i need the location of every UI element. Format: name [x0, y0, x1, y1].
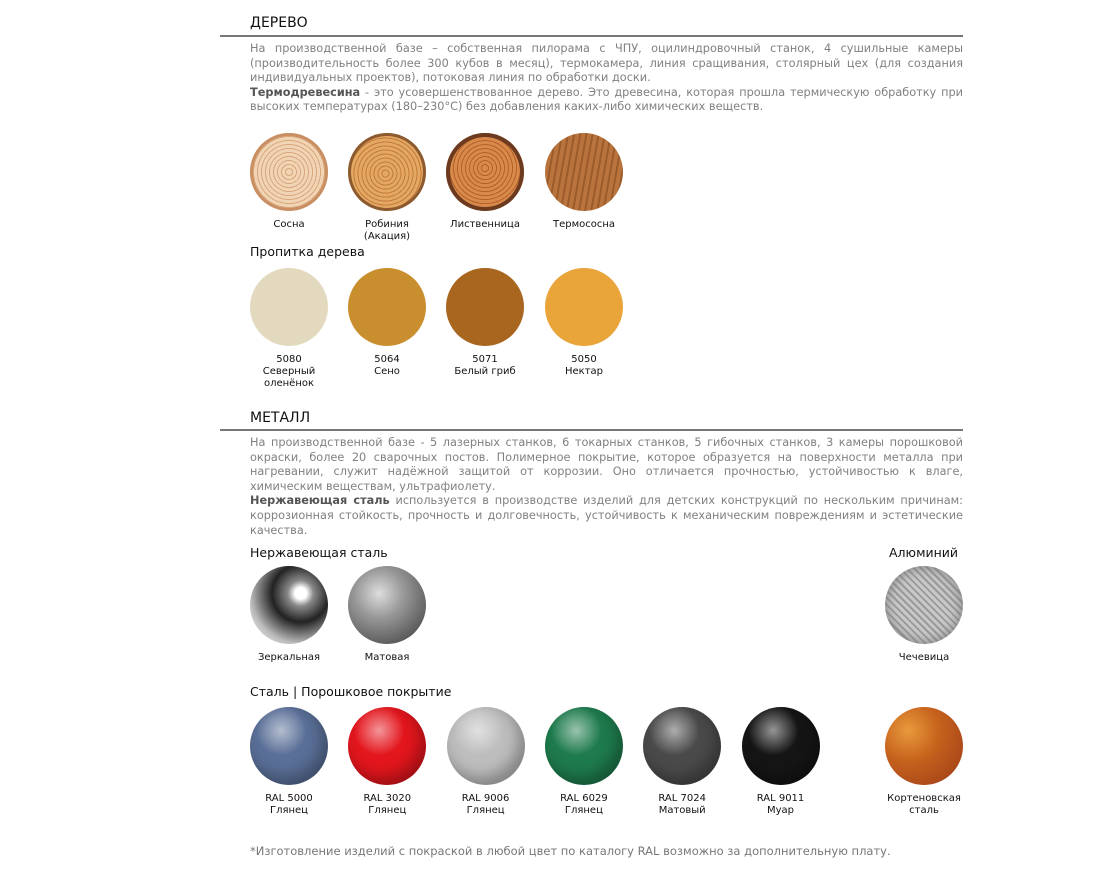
- name: Белый гриб: [454, 366, 516, 377]
- ral-code: RAL 9011: [756, 793, 805, 804]
- ral-code: RAL 5000: [265, 793, 313, 804]
- wood-swatch-thermopine: [545, 133, 623, 231]
- ral-code: RAL 9006: [461, 793, 510, 804]
- color-sphere: [545, 707, 623, 785]
- wood-swatch-pine: [250, 133, 328, 231]
- stainless-title: Нержавеющая сталь: [250, 545, 388, 560]
- robinia-image: [348, 133, 426, 211]
- powder-swatch: [545, 707, 623, 817]
- code: 5064: [374, 354, 400, 365]
- larch-image: [446, 133, 524, 211]
- tread-plate-image: [885, 566, 963, 644]
- name: Северный оленёнок: [262, 366, 316, 389]
- aluminum-title: Алюминий: [889, 545, 959, 560]
- pine-image: [250, 133, 328, 211]
- swatch-label: Кортеновская сталь: [887, 793, 961, 816]
- finish: Матовый: [658, 805, 706, 816]
- thermowood-term: Термодревесина: [250, 85, 361, 99]
- color-circle: [250, 268, 328, 346]
- ral-code: RAL 3020: [363, 793, 412, 804]
- stainless-mirror: [250, 566, 328, 664]
- finish: Глянец: [564, 805, 603, 816]
- wood-swatch-robinia: [348, 133, 426, 243]
- ral-code: RAL 7024: [658, 793, 706, 804]
- divider: [220, 429, 963, 431]
- impregnation-swatch: [250, 268, 328, 390]
- color-sphere: [348, 707, 426, 785]
- corten-image: [885, 707, 963, 785]
- ral-code: RAL 6029: [560, 793, 608, 804]
- color-sphere: [742, 707, 820, 785]
- metal-description: [250, 436, 963, 538]
- finish: Муар: [766, 805, 795, 816]
- impregnation-swatch: [348, 268, 426, 378]
- swatch-label: Сосна: [273, 219, 305, 230]
- powder-swatch: [643, 707, 721, 817]
- metal-title: МЕТАЛЛ: [250, 410, 311, 426]
- divider: [220, 35, 963, 37]
- swatch-label: Чечевица: [898, 652, 950, 663]
- wood-paragraph: На производственной базе – собственная пилорама с ЧПУ, оцилиндровочный станок, 4 сушильные камеры (производительность более 300 кубов в месяц), термокамера, линия сращивания, столярный цех (для создания индивидуальных проектов), потоковая линия по обработки доски.: [250, 42, 963, 85]
- impregnation-title: [250, 244, 365, 259]
- wood-description: [250, 42, 963, 115]
- swatch-label: Термососна: [552, 219, 616, 230]
- stainless-paragraph: используется в производстве изделий для детских конструкций по нескольким причинам: коррозионная стойкость, прочность и долговечность, устойчивость к механическим повреждениям и эстетические качества.: [250, 494, 963, 537]
- footnote: *Изготовление изделий с покраской в любой цвет по каталогу RAL возможно за дополнительную плату.: [250, 844, 891, 858]
- impregnation-title-bold: Пропитка: [250, 244, 314, 259]
- thermowood-paragraph: - это усовершенствованное дерево. Это древесина, которая прошла термическую обработку при высоких температурах (180–230°C) без добавления каких-либо химических веществ.: [250, 85, 963, 114]
- code: 5050: [571, 354, 597, 365]
- swatch-label: Лиственница: [450, 219, 520, 230]
- swatch-label: Матовая: [364, 652, 410, 663]
- name: Нектар: [564, 366, 603, 377]
- code: 5071: [472, 354, 498, 365]
- aluminum-lentil: [885, 566, 963, 664]
- impregnation-title-rest: дерева: [313, 244, 365, 259]
- color-sphere: [447, 707, 525, 785]
- swatch-label: Зеркальная: [257, 652, 321, 663]
- wood-swatch-larch: [446, 133, 524, 231]
- impregnation-swatch: [446, 268, 524, 378]
- corten-steel: [885, 707, 963, 817]
- stainless-term: Нержавеющая сталь: [250, 494, 390, 508]
- color-sphere: [643, 707, 721, 785]
- matte-sphere: [348, 566, 426, 644]
- name: Сено: [374, 366, 400, 377]
- stainless-matte: [348, 566, 426, 664]
- metal-paragraph: На производственной базе - 5 лазерных станков, 6 токарных станков, 5 гибочных станков, 3 камеры порошковой окраски, более 20 сварочных постов. Полимерное покрытие, которое образуется на поверхности металла при нагревании, служит надёжной защитой от коррозии. Оно отличается прочностью, устойчивостью к влаге, химическим веществам, ультрафиолету.: [250, 436, 963, 493]
- color-circle: [348, 268, 426, 346]
- thermopine-image: [545, 133, 623, 211]
- color-sphere: [250, 707, 328, 785]
- wood-title: ДЕРЕВО: [250, 15, 308, 31]
- code: 5080: [276, 354, 302, 365]
- powder-swatch: [250, 707, 328, 817]
- color-circle: [446, 268, 524, 346]
- finish: Глянец: [466, 805, 505, 816]
- finish: Глянец: [269, 805, 308, 816]
- impregnation-swatch: [545, 268, 623, 378]
- mirror-sphere: [250, 566, 328, 644]
- powder-swatch: [742, 707, 820, 817]
- powder-swatch: [447, 707, 525, 817]
- finish: Глянец: [368, 805, 407, 816]
- powder-title: Сталь | Порошковое покрытие: [250, 684, 452, 699]
- color-circle: [545, 268, 623, 346]
- swatch-label: Робиния (Акация): [363, 219, 411, 242]
- powder-swatch: [348, 707, 426, 817]
